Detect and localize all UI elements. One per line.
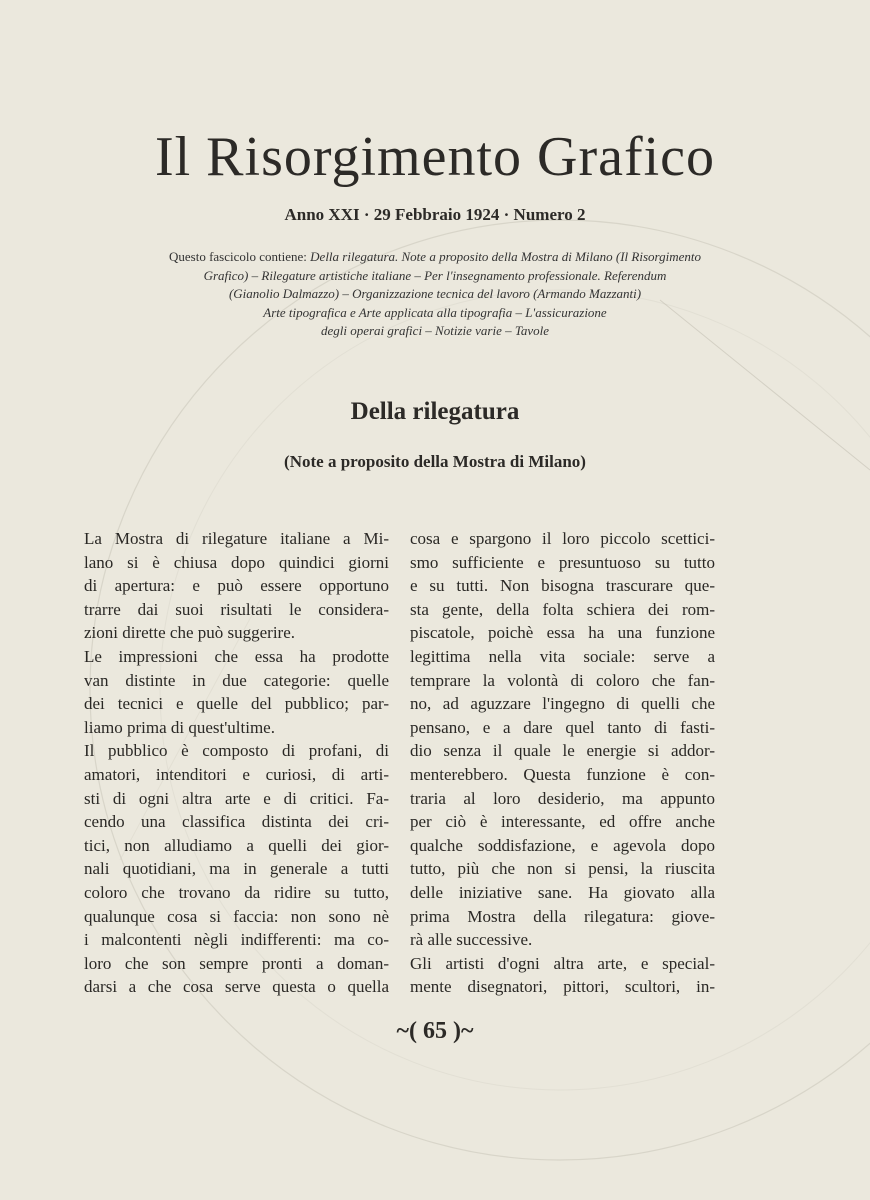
text-line: Le impressioni che essa ha prodotte (84, 646, 389, 666)
text-line: sti di ogni altra arte e di critici. Fa- (84, 788, 389, 808)
text-line: per ciò è interessante, ed offre anche (410, 812, 715, 832)
text-line: i malcontenti nègli indifferenti: ma co- (84, 930, 389, 950)
contents-lead: Questo fascicolo contiene: (169, 249, 311, 264)
text-line: rà alle successive. (410, 930, 533, 950)
text-line: di apertura: e può essere opportuno (84, 576, 389, 596)
text-line: legittima nella vita sociale: serve a (410, 646, 715, 666)
text-line: dio senza il quale le energie si addor- (410, 741, 715, 761)
text-line: tutto, più che non si pensi, la riuscita (410, 859, 715, 879)
text-line: piscatole, poichè essa ha una funzione (410, 623, 715, 643)
text-line: e su tutti. Non bisogna trascurare que- (410, 576, 715, 596)
text-line: pensano, e a dare quel tanto di fasti- (410, 717, 715, 737)
text-line: cendo una classifica distinta dei cri- (84, 812, 389, 832)
article-title: Della rilegatura (350, 398, 520, 425)
journal-title: Il Risorgimento Grafico (154, 126, 716, 188)
article-subtitle: (Note a proposito della Mostra di Milano) (284, 452, 586, 471)
text-line: loro che son sempre pronti a doman- (84, 953, 389, 973)
text-line: tici, non alludiamo a quelli dei gior- (84, 835, 389, 855)
text-line: smo sufficiente e presuntuoso su tutto (410, 552, 715, 572)
text-line: traria al loro desiderio, ma appunto (410, 788, 715, 808)
text-line: temprare la volontà di coloro che fan- (410, 670, 715, 690)
contents-line (80, 248, 790, 267)
text-line: Il pubblico è composto di profani, di (84, 741, 389, 761)
table-of-contents (80, 248, 790, 341)
text-line: trarre dai suoi risultati le considera- (84, 599, 389, 619)
contents-line: Grafico) – Rilegature artistiche italiane – Per l'insegnamento professionale. Referendum (203, 267, 667, 283)
contents-line: Arte tipografica e Arte applicata alla tipografia – L'assicurazione (263, 304, 607, 320)
text-line: lano si è chiusa dopo quindici giorni (84, 552, 389, 572)
contents-line: degli operai grafici – Notizie varie – Tavole (320, 323, 550, 338)
text-line: sta gente, della folta schiera dei rom- (410, 599, 715, 619)
text-line: van distinte in due categorie: quelle (84, 670, 389, 690)
page-number: ~( 65 )~ (396, 1018, 474, 1044)
text-line: no, ad aguzzare l'ingegno di quelli che (410, 694, 715, 714)
text-line: delle iniziative sane. Ha giovato alla (410, 882, 715, 902)
text-line: coloro che trovano da ridire su tutto, (84, 882, 389, 902)
text-line: cosa e spargono il loro piccolo scettici- (410, 529, 715, 548)
text-line: qualunque cosa si faccia: non sono nè (84, 906, 389, 926)
text-line: Gli artisti d'ogni altra arte, e special- (410, 953, 715, 973)
text-line: nali quotidiani, ma in generale a tutti (84, 859, 389, 879)
body-column-right (410, 527, 715, 999)
text-line: amatori, intenditori e curiosi, di arti- (84, 764, 389, 784)
issue-info: Anno XXI · 29 Febbraio 1924 · Numero 2 (284, 205, 586, 224)
text-line: darsi a che cosa serve questa o quella (84, 977, 389, 997)
text-line: La Mostra di rilegature italiane a Mi- (84, 529, 389, 548)
text-line: zioni dirette che può suggerire. (84, 623, 296, 643)
text-line: prima Mostra della rilegatura: giove- (410, 906, 715, 926)
text-line: dei tecnici e quelle del pubblico; par- (84, 694, 389, 714)
contents-line: (Gianolio Dalmazzo) – Organizzazione tecnica del lavoro (Armando Mazzanti) (228, 286, 642, 301)
text-line: liamo prima di quest'ultime. (84, 717, 275, 737)
text-line: mente disegnatori, pittori, scultori, in- (410, 977, 715, 997)
contents-item: Della rilegatura. Note a proposito della Mostra di Milano (Il Risorgimento (310, 249, 701, 264)
text-line: qualche soddisfazione, e agevola dopo (410, 835, 715, 855)
body-column-left (84, 527, 389, 999)
text-line: menterebbero. Questa funzione è con- (410, 764, 715, 784)
